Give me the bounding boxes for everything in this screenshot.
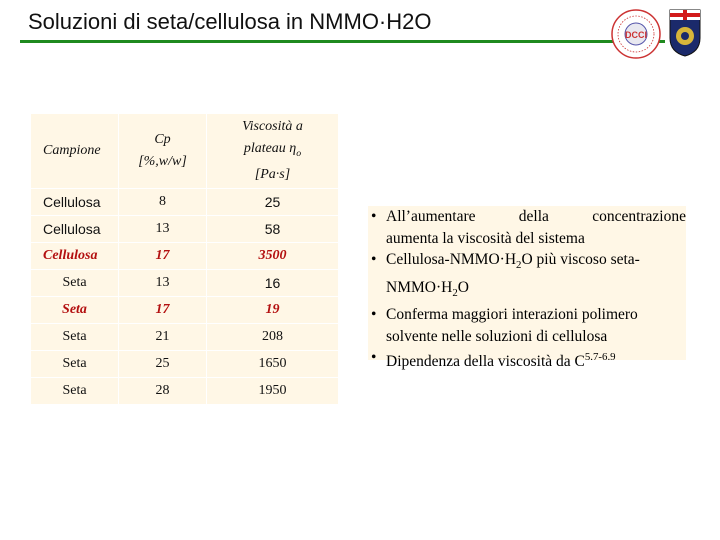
table-row bbox=[31, 189, 339, 216]
cell-campione: Cellulosa bbox=[31, 243, 119, 270]
page-title: Soluzioni di seta/cellulosa in NMMO·H2O bbox=[28, 9, 432, 34]
cell-cp: 17 bbox=[119, 243, 207, 270]
table-row bbox=[31, 351, 339, 378]
bullet-2-sub: 2 bbox=[516, 259, 522, 272]
cell-viscosity: 1650 bbox=[207, 351, 339, 378]
header-visc-line3: [Pa·s] bbox=[254, 167, 291, 183]
bullet-item bbox=[368, 249, 686, 304]
table-header-row bbox=[31, 114, 339, 189]
bullet-2-text-a: Cellulosa-NMMO·H bbox=[386, 251, 517, 268]
cell-viscosity: 208 bbox=[207, 324, 339, 351]
cell-cp: 28 bbox=[119, 378, 207, 405]
bullet-4-sup: 5.7-6.9 bbox=[584, 351, 616, 364]
title-underline bbox=[20, 40, 665, 43]
university-shield-logo bbox=[668, 8, 702, 58]
conclusions-box bbox=[368, 206, 686, 371]
cell-viscosity: 25 bbox=[207, 189, 339, 216]
cell-viscosity: 1950 bbox=[207, 378, 339, 405]
table-row bbox=[31, 297, 339, 324]
cell-cp: 17 bbox=[119, 297, 207, 324]
header-campione: Campione bbox=[31, 114, 119, 189]
cell-cp: 25 bbox=[119, 351, 207, 378]
bullet-item bbox=[368, 304, 686, 347]
header-visc-line1: Viscosità a bbox=[242, 118, 303, 134]
cell-campione: Cellulosa bbox=[31, 216, 119, 243]
bullet-3-line1: • Conferma maggiori interazioni polimero bbox=[386, 306, 638, 324]
table-row bbox=[31, 324, 339, 351]
bullet-item bbox=[368, 347, 686, 373]
bullet-2-text-c: NMMO·H bbox=[386, 278, 453, 296]
dcci-logo-text: DCCI bbox=[625, 30, 647, 40]
cell-cp: 13 bbox=[119, 270, 207, 297]
cell-campione: Seta bbox=[31, 324, 119, 351]
bullet-2-sub2: 2 bbox=[452, 286, 458, 299]
cell-campione: Seta bbox=[31, 270, 119, 297]
header-viscosity bbox=[207, 114, 339, 189]
cell-campione: Seta bbox=[31, 351, 119, 378]
viscosity-table bbox=[30, 113, 339, 405]
bullet-1-line1: • All’aumentare della concentrazione bbox=[386, 208, 686, 225]
header-cp-line1: Cp bbox=[154, 132, 171, 147]
bullet-4-text: Dipendenza della viscosità da C bbox=[386, 353, 585, 371]
bullet-2-text-b: O più viscoso seta- bbox=[521, 251, 640, 268]
bullet-item bbox=[368, 206, 686, 249]
cell-viscosity: 3500 bbox=[207, 243, 339, 270]
cell-cp: 13 bbox=[119, 216, 207, 243]
table-row bbox=[31, 378, 339, 405]
table-row bbox=[31, 216, 339, 243]
cell-campione: Seta bbox=[31, 378, 119, 405]
table-row bbox=[31, 243, 339, 270]
cell-viscosity: 58 bbox=[207, 216, 339, 243]
header-cp-line2: [%,w/w] bbox=[138, 154, 187, 169]
header-visc-sub: o bbox=[296, 147, 302, 159]
dcci-logo bbox=[610, 8, 662, 60]
cell-cp: 8 bbox=[119, 189, 207, 216]
cell-campione: Seta bbox=[31, 297, 119, 324]
bullet-3-line2: solvente nelle soluzioni di cellulosa bbox=[386, 327, 608, 345]
bullet-list bbox=[368, 206, 686, 373]
bullet-2-line1 bbox=[386, 249, 686, 277]
cell-cp: 21 bbox=[119, 324, 207, 351]
table-row bbox=[31, 270, 339, 297]
bullet-2-line2 bbox=[386, 277, 686, 305]
bullet-2-text-d: O bbox=[457, 278, 469, 296]
cell-viscosity: 16 bbox=[207, 270, 339, 297]
header-visc-line2: plateau η bbox=[243, 140, 297, 156]
cell-viscosity: 19 bbox=[207, 297, 339, 324]
header-cp bbox=[119, 114, 207, 189]
cell-campione: Cellulosa bbox=[31, 189, 119, 216]
bullet-1-line2: aumenta la viscosità del sistema bbox=[386, 229, 585, 247]
